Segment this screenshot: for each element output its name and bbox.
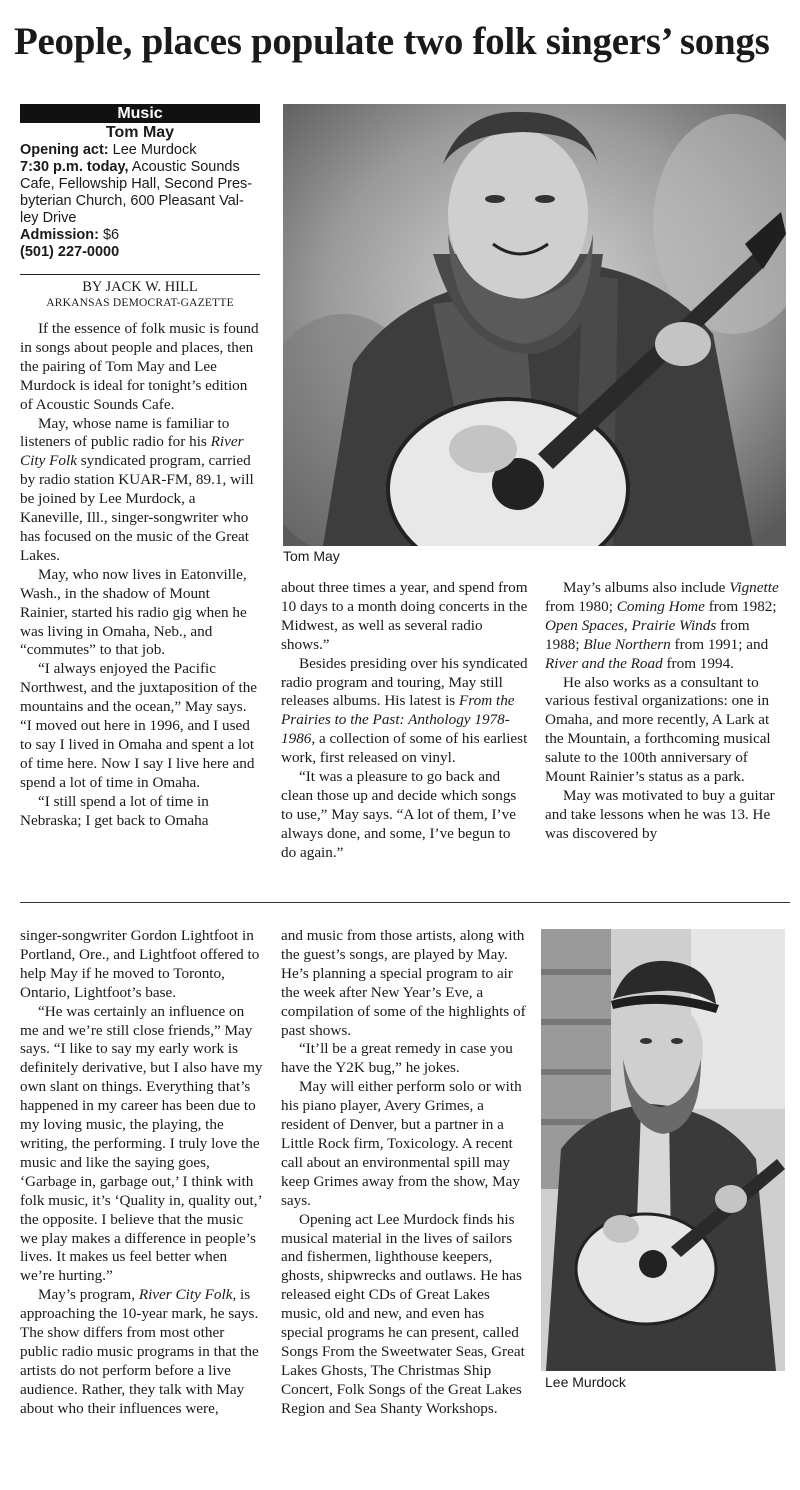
byline-author: BY JACK W. HILL (82, 279, 198, 295)
venue-line: ley Drive (20, 210, 77, 226)
paragraph: singer-songwriter Gordon Lightfoot in Portland, Ore., and Lightfoot offered to help May if he moved to Toronto, Ontario, Lightfoot’s base. (20, 927, 260, 1001)
time-label: 7:30 p.m. today, (20, 159, 129, 175)
guitar-icon (283, 104, 786, 546)
venue-line: Cafe, Fellowship Hall, Second Pres- (20, 176, 253, 192)
phone-number: (501) 227-0000 (20, 244, 120, 260)
paragraph: “It’ll be a great remedy in case you have the Y2K bug,” he jokes. (281, 1040, 513, 1077)
column-4 (20, 927, 264, 1419)
tom-may-photo (283, 104, 786, 546)
opening-act-label: Opening act: (20, 142, 109, 158)
opening-act-line (20, 142, 260, 159)
column-5 (281, 927, 527, 1419)
paragraph: He also works as a consultant to various festival organizations: one in Omaha, and more recently, A Lark at the Mountain, a forthcoming musical salute to the 100th anniversary of Mount Rainier’s status as a park. (545, 673, 771, 786)
event-info-box (20, 104, 260, 261)
paragraph: May was motivated to buy a guitar and take lessons when he was 13. He was discovered by (545, 786, 775, 842)
time-venue-start: Acoustic Sounds (128, 159, 240, 175)
headline: People, places populate two folk singers’ songs (14, 20, 770, 63)
paragraph: “I still spend a lot of time in Nebraska; I get back to Omaha (20, 792, 209, 829)
time-line (20, 159, 260, 176)
paragraph: If the essence of folk music is found in songs about people and places, then the pairing of Tom May and Lee Murdock is ideal for tonight’s edition of Acoustic Sounds Cafe. (20, 320, 259, 413)
admission-line (20, 227, 260, 244)
paragraph: May will either perform solo or with his piano player, Avery Grimes, a resident of Denver, but a partner in a Little Rock firm, Toxicology. A recent call about an environmental spill may keep Grimes away from the show, May says. (281, 1078, 522, 1209)
tom-may-caption: Tom May (283, 548, 340, 564)
section-divider (20, 902, 790, 903)
paragraph: Opening act Lee Murdock finds his musical material in the lives of sailors and fishermen, lighthouse keepers, ghosts, shipwrecks and outlaws. He has released eight CDs of Great Lakes music, old and new, and even has special programs he can present, called Songs From the Sweetwater Seas, Great Lakes Ghosts, The Christmas Ship Concert, Folk Songs of the Great Lakes Region and Sea Shanty Workshops. (281, 1210, 525, 1417)
paragraph: “It was a pleasure to go back and clean those up and decide which songs to use,” May says. “A lot of them, I’ve always done, and some, I’ve begun to do again.” (281, 768, 517, 861)
section-banner: Music (20, 104, 260, 123)
paragraph: Besides presiding over his syndicated radio program and touring, May still releases albums. His latest is From the Prairies to the Past: Anthology 1978-1986, a collection of some of his earliest work, first released on vinyl. (281, 654, 528, 767)
paragraph: May’s program, River City Folk, is approaching the 10-year mark, he says. The show differs from most other public radio music programs in that the artists do not perform before a live audience. Rather, they talk with May about who their influences were, (20, 1286, 259, 1417)
admission-label: Admission: (20, 227, 99, 243)
column-1 (20, 320, 260, 830)
paragraph: “He was certainly an influence on me and we’re still close friends,” May says. “I like to say my early work is definitely derivative, but I also have my own slant on things. Everything that’s happened in my career has been due to my loving music, the playing, the writing, the performing. I truly love the music and like the saying goes, ‘Garbage in, garbage out,’ I think with folk music, it’s ‘Quality in, quality out,’ the opposite. I believe that the music we play makes a difference in people’s lives. It makes us feel better when we’re hurting.” (20, 1002, 263, 1285)
performer-name: Tom May (105, 124, 175, 141)
column-3 (545, 579, 787, 844)
paragraph: May’s albums also include Vignette from 1980; Coming Home from 1982; Open Spaces, Prairie Winds from 1988; Blue Northern from 1991; and River and the Road from 1994. (545, 579, 779, 672)
venue-line: byterian Church, 600 Pleasant Val- (20, 193, 244, 209)
column-2 (281, 579, 529, 863)
guitar-icon (541, 929, 785, 1371)
lee-murdock-caption: Lee Murdock (545, 1374, 626, 1390)
byline-rule (20, 274, 260, 275)
byline-organization: ARKANSAS DEMOCRAT-GAZETTE (46, 297, 234, 309)
lee-murdock-photo (541, 929, 785, 1371)
paragraph: “I always enjoyed the Pacific Northwest, and the juxtaposition of the mountains and the ocean,” May says. “I moved out here in 1996, and I used to say I lived in Omaha and spent a lot of time here. Now I say I live here and spend a lot of time in Omaha. (20, 660, 258, 791)
opening-act-value: Lee Murdock (108, 142, 197, 158)
paragraph: and music from those artists, along with the guest’s songs, are played by May. He’s planning a special program to air the week after New Year’s Eve, a compilation of some of the highlights of past shows. (281, 927, 526, 1039)
paragraph: May, who now lives in Eatonville, Wash., in the shadow of Mount Rainier, started his radio gig when he was living in Omaha, Neb., and “commutes” to that job. (20, 565, 247, 659)
admission-value: $6 (98, 227, 120, 243)
paragraph: May, whose name is familiar to listeners of public radio for his River City Folk syndicated program, carried by radio station KUAR-FM, 89.1, will be joined by Lee Murdock, a Kaneville, Ill., singer-songwriter who has focused on the music of the Great Lakes. (20, 414, 254, 564)
paragraph: about three times a year, and spend from 10 days to a month doing concerts in the Midwest, as well as several radio shows.” (281, 579, 528, 653)
